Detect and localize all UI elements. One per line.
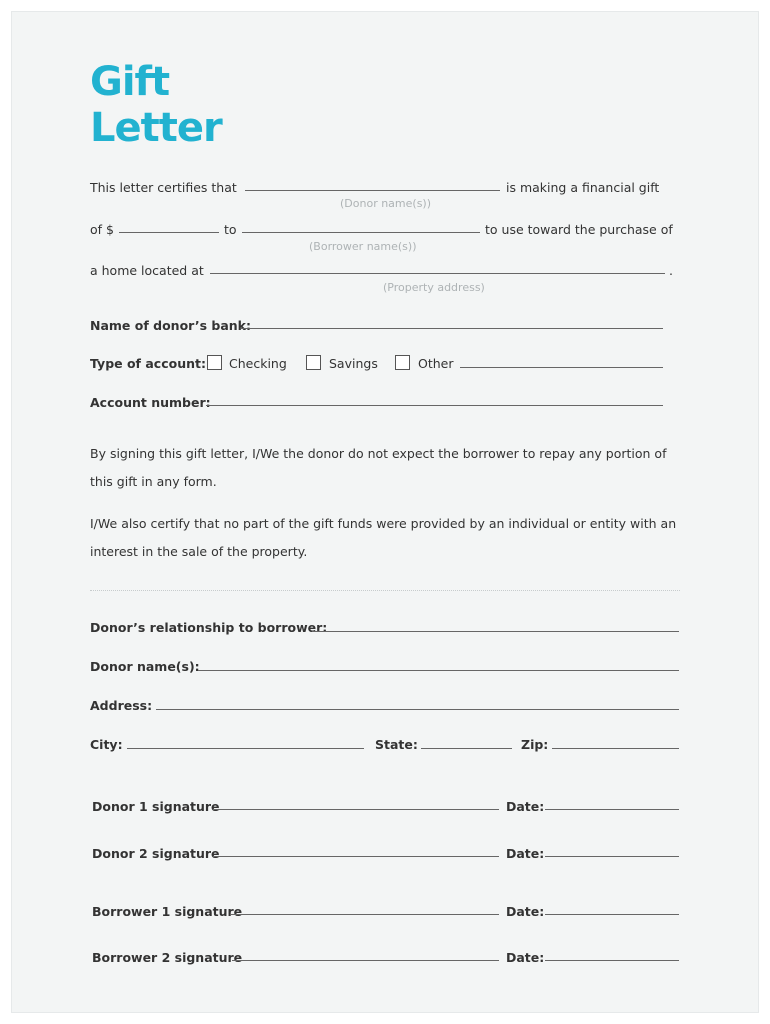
donor2-signature-field[interactable] [213, 856, 499, 857]
borrower2-date-field[interactable] [545, 960, 679, 961]
checking-checkbox[interactable] [207, 355, 222, 370]
other-account-field[interactable] [460, 367, 663, 368]
donor-names-field[interactable] [198, 670, 679, 671]
donor2-signature-label: Donor 2 signature [92, 846, 220, 861]
borrower-name-field[interactable] [242, 232, 480, 233]
other-label: Other [418, 356, 454, 371]
title-line-2: Letter [90, 105, 222, 151]
city-label: City: [90, 737, 123, 752]
donor2-date-field[interactable] [545, 856, 679, 857]
zip-field[interactable] [552, 748, 679, 749]
relationship-label: Donor’s relationship to borrower: [90, 620, 328, 635]
title-line-1: Gift [90, 59, 170, 105]
amount-label: of $ [90, 222, 114, 237]
address-field[interactable] [156, 709, 679, 710]
borrower2-signature-field[interactable] [232, 960, 499, 961]
section-divider [90, 590, 680, 591]
borrower1-signature-label: Borrower 1 signature [92, 904, 243, 919]
certify-text-start: This letter certifies that [90, 180, 237, 195]
funds-certify-paragraph: I/We also certify that no part of the gift funds were provided by an individual or entity with an interest in the sale of the property. [90, 516, 677, 559]
donor1-date-field[interactable] [545, 809, 679, 810]
home-located-text: a home located at [90, 263, 204, 278]
state-field[interactable] [421, 748, 512, 749]
relationship-field[interactable] [312, 631, 679, 632]
other-checkbox[interactable] [395, 355, 410, 370]
certify-text-end: is making a financial gift [506, 180, 660, 195]
zip-label: Zip: [521, 737, 549, 752]
account-number-label: Account number: [90, 395, 211, 410]
amount-field[interactable] [119, 232, 219, 233]
borrower1-signature-field[interactable] [230, 914, 499, 915]
to-text: to [224, 222, 237, 237]
donor-names-label: Donor name(s): [90, 659, 200, 674]
borrower2-signature-label: Borrower 2 signature [92, 950, 243, 965]
bank-label: Name of donor’s bank: [90, 318, 251, 333]
donor1-signature-label: Donor 1 signature [92, 799, 220, 814]
purchase-text: to use toward the purchase of [485, 222, 673, 237]
donor1-date-label: Date: [506, 799, 545, 814]
bank-name-field[interactable] [241, 328, 663, 329]
address-label: Address: [90, 698, 153, 713]
property-address-hint: (Property address) [383, 281, 485, 294]
property-address-field[interactable] [210, 273, 665, 274]
borrower-name-hint: (Borrower name(s)) [309, 240, 417, 253]
donor1-signature-field[interactable] [213, 809, 499, 810]
donor-name-field[interactable] [245, 190, 500, 191]
savings-label: Savings [329, 356, 378, 371]
account-number-field[interactable] [206, 405, 663, 406]
checking-label: Checking [229, 356, 287, 371]
city-field[interactable] [127, 748, 364, 749]
borrower2-date-label: Date: [506, 950, 545, 965]
donor-name-hint: (Donor name(s)) [340, 197, 432, 210]
account-type-label: Type of account: [90, 356, 206, 371]
borrower1-date-field[interactable] [545, 914, 679, 915]
savings-checkbox[interactable] [306, 355, 321, 370]
borrower1-date-label: Date: [506, 904, 545, 919]
period-text: . [669, 263, 673, 278]
state-label: State: [375, 737, 418, 752]
donor2-date-label: Date: [506, 846, 545, 861]
no-repay-paragraph: By signing this gift letter, I/We the donor do not expect the borrower to repay any portion of this gift in any form. [90, 446, 667, 489]
